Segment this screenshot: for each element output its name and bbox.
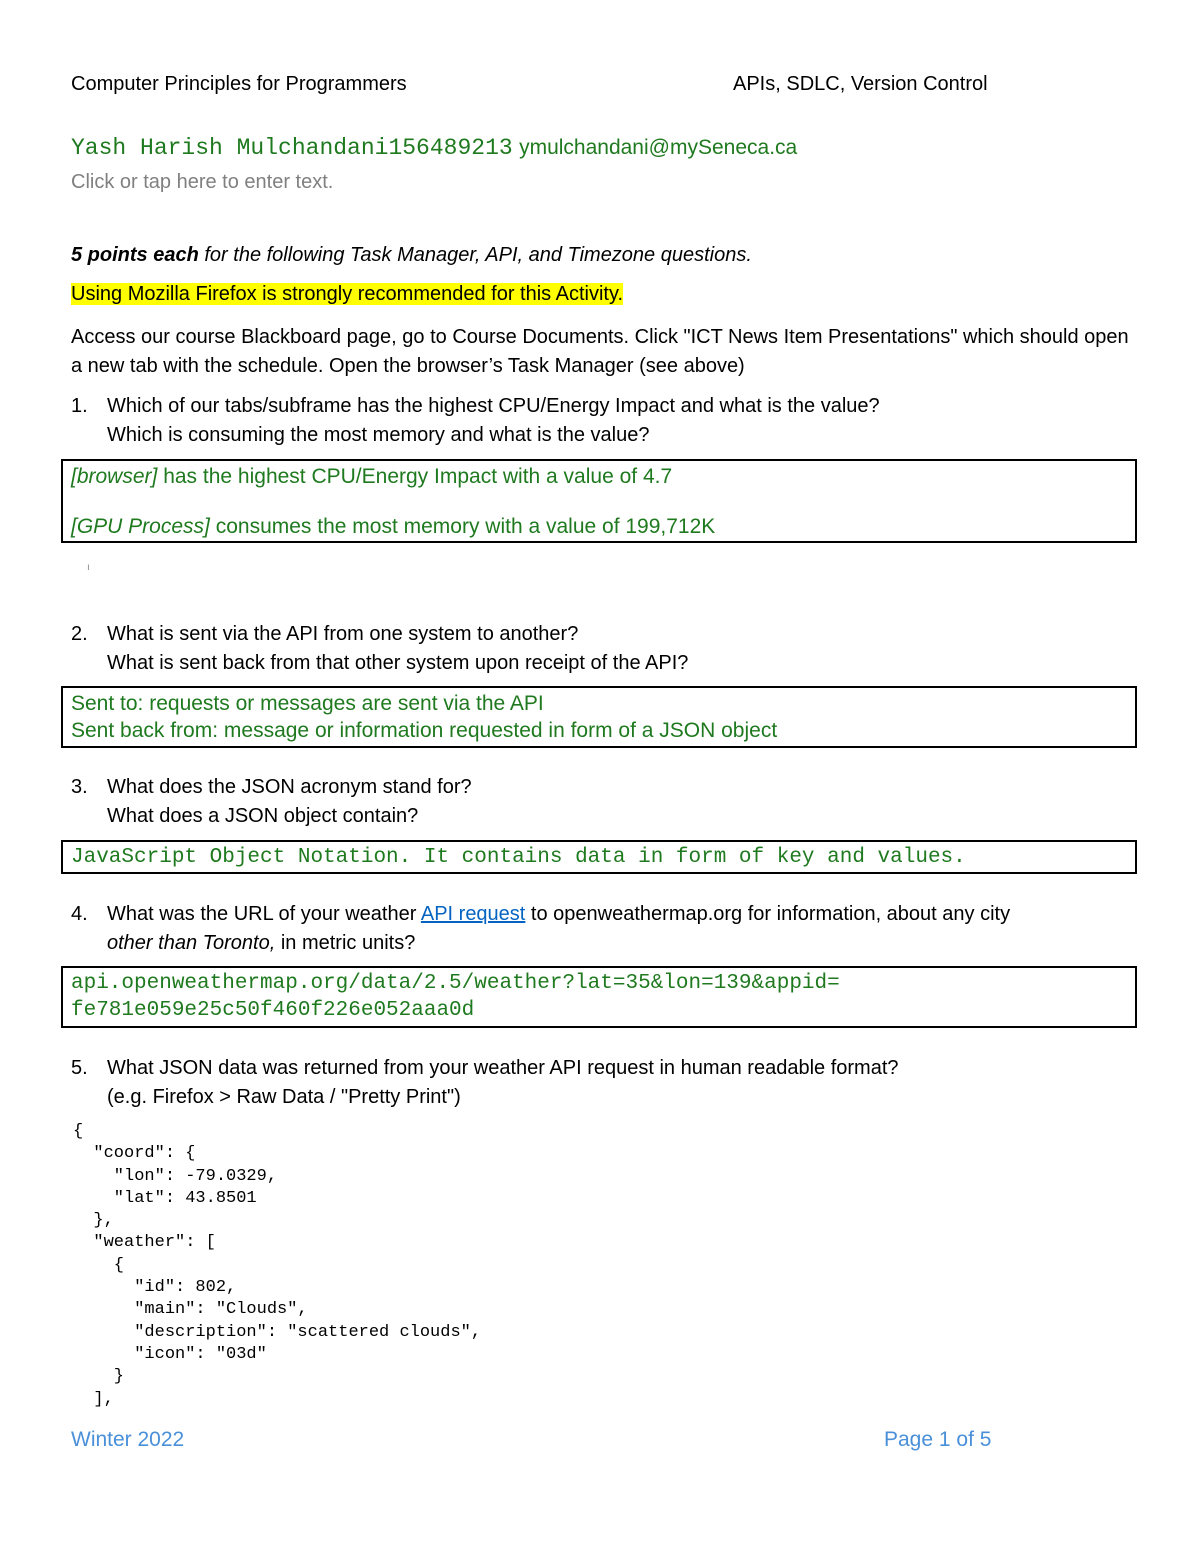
footer-page-number: Page 1 of 5 xyxy=(884,1428,992,1451)
question-text: Which of our tabs/subframe has the highest CPU/Energy Impact and what is the value? xyxy=(107,395,880,417)
answer-line: Sent back from: message or information requested in form of a JSON object xyxy=(71,719,778,742)
answer-text: has the highest CPU/Energy Impact with a value of 4.7 xyxy=(157,465,673,488)
points-intro xyxy=(71,244,752,267)
question-text: Which is consuming the most memory and what is the value? xyxy=(107,424,650,446)
json-output-block: { "coord": { "lon": -79.0329, "lat": 43.8501 }, "weather": [ { "id": 802, "main": "Clouds", "description": "scattered clouds", "icon": "03d" } ], xyxy=(73,1122,482,1409)
student-email-user[interactable]: ymulchandani xyxy=(519,136,649,159)
answer-box-2[interactable] xyxy=(61,686,1137,748)
answer-box-1[interactable] xyxy=(61,459,1137,543)
answer-text: consumes the most memory with a value of 199,712K xyxy=(209,515,716,538)
question-text: to openweathermap.org for information, about any city xyxy=(525,903,1011,925)
question-5 xyxy=(71,1054,1151,1112)
text-placeholder-field[interactable]: Click or tap here to enter text. xyxy=(71,171,334,193)
question-text: What is sent via the API from one system to another? xyxy=(107,623,579,645)
question-text xyxy=(71,929,1151,958)
question-3 xyxy=(71,773,1151,831)
student-info-line xyxy=(71,133,797,161)
answer-line: JavaScript Object Notation. It contains data in form of key and values. xyxy=(71,846,966,869)
answer-box-3[interactable] xyxy=(61,840,1137,874)
question-number: 5. xyxy=(71,1057,88,1079)
question-number: 1. xyxy=(71,395,88,417)
points-bold: 5 points each xyxy=(71,244,199,266)
answer-line: api.openweathermap.org/data/2.5/weather?lat=35&lon=139&appid= xyxy=(71,972,840,995)
answer-italic: [browser] xyxy=(71,465,158,488)
points-rest: for the following Task Manager, API, and Timezone questions. xyxy=(198,244,752,266)
firefox-recommendation xyxy=(71,283,623,306)
header-course-title: Computer Principles for Programmers xyxy=(71,73,407,95)
question-text: What JSON data was returned from your weather API request in human readable format? xyxy=(107,1057,899,1079)
question-text: in metric units? xyxy=(275,932,416,954)
answer-line xyxy=(71,463,1127,490)
answer-line: Sent to: requests or messages are sent via the API xyxy=(71,692,544,715)
recommendation-text: Using Mozilla Firefox is strongly recommended for this Activity. xyxy=(71,283,624,305)
stray-mark: ı xyxy=(87,562,90,573)
question-2 xyxy=(71,620,1151,678)
question-text: What does a JSON object contain? xyxy=(107,805,419,827)
answer-italic: [GPU Process] xyxy=(71,515,210,538)
student-name[interactable]: Yash Harish Mulchandani xyxy=(71,135,389,161)
question-text: What is sent back from that other system upon receipt of the API? xyxy=(107,652,689,674)
question-number: 3. xyxy=(71,776,88,798)
question-number: 4. xyxy=(71,903,88,925)
header-topic: APIs, SDLC, Version Control xyxy=(733,73,988,95)
answer-line xyxy=(71,513,1127,540)
student-email-domain: @mySeneca.ca xyxy=(648,136,798,159)
answer-box-4[interactable] xyxy=(61,966,1137,1028)
footer-term: Winter 2022 xyxy=(71,1428,185,1451)
api-request-link[interactable]: API request xyxy=(420,903,526,925)
answer-line: fe781e059e25c50f460f226e052aaa0d xyxy=(71,999,475,1022)
question-text: What was the URL of your weather xyxy=(107,903,421,925)
instructions-paragraph: Access our course Blackboard page, go to Course Documents. Click "ICT News Item Presentations" which should open a new tab with the schedule. Open the browser’s Task Manager (see above) xyxy=(71,326,1129,377)
question-text: What does the JSON acronym stand for? xyxy=(107,776,472,798)
question-text: (e.g. Firefox > Raw Data / "Pretty Print") xyxy=(107,1086,461,1108)
question-1 xyxy=(71,392,1151,450)
question-number: 2. xyxy=(71,623,88,645)
question-4 xyxy=(71,900,1151,958)
student-id[interactable]: 156489213 xyxy=(388,135,513,161)
question-italic: other than Toronto, xyxy=(107,932,276,954)
